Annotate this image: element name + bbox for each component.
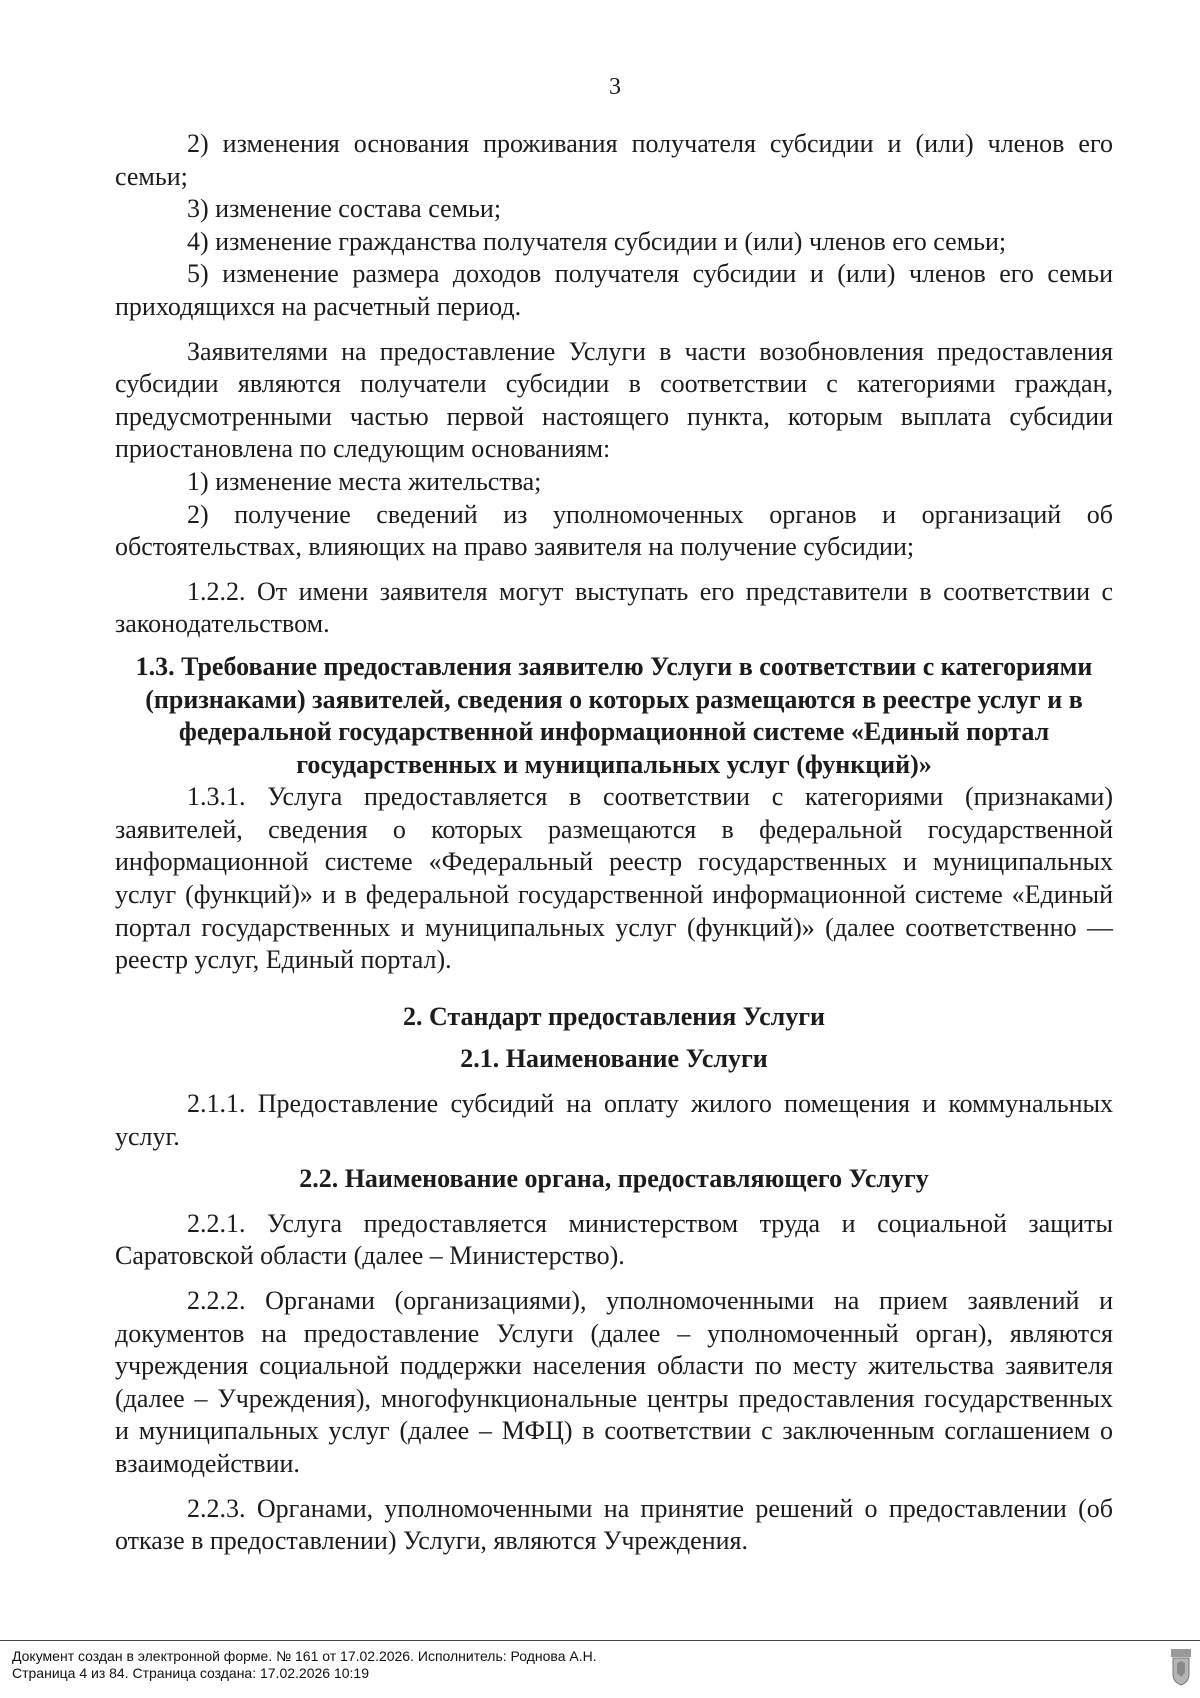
list-item: 2) получение сведений из уполномоченных органов и организаций об обстоятельствах, влияющих на право заявителя на получение субсидии; (115, 499, 1113, 562)
paragraph-2-2-3: 2.2.3. Органами, уполномоченными на принятие решений о предоставлении (об отказе в предоставлении) Услуги, являются Учреждения. (115, 1493, 1113, 1556)
list-item: 5) изменение размера доходов получателя субсидии и (или) членов его семьи приходящихся на расчетный период. (115, 259, 1113, 321)
page-number: 3 (609, 74, 621, 100)
paragraph-1-2-2: 1.2.2. От имени заявителя могут выступать его представители в соответствии с законодательством. (115, 576, 1113, 639)
footer-line-1: Документ создан в электронной форме. № 161 от 17.02.2026. Исполнитель: Роднова А.Н. (12, 1648, 597, 1664)
section-heading-2-1: 2.1. Наименование Услуги (460, 1044, 768, 1074)
paragraph-2-2-2: 2.2.2. Органами (организациями), уполномоченными на прием заявлений и документов на предоставление Услуги (далее – уполномоченный орган), являются учреждения социальной поддержки населения области по месту жительства заявителя (далее – Учреждения), многофункциональные центры предоставления государственных и муниципальных услуг (далее – МФЦ) в соответствии с заключенным соглашением о взаимодействии. (115, 1286, 1113, 1478)
paragraph-1-3-1: 1.3.1. Услуга предоставляется в соответствии с категориями (признаками) заявителей, сведения о которых размещаются в федеральной государственной информационной системе «Федеральный реестр государственных и муниципальных услуг (функций)» и в федеральной государственной информационной системе «Единый портал государственных и муниципальных услуг (функций)» (далее соответственно — реестр услуг, Единый портал). (115, 782, 1113, 975)
section-heading-2: 2. Стандарт предоставления Услуги (402, 1001, 825, 1031)
section-heading-1-3: 1.3. Требование предоставления заявителю Услуги в соответствии с категориями (признаками) заявителей, сведения о которых размещаются в реестре услуг и в федеральной государственной информационной системе «Единый портал государственных и муниципальных услуг (функций)» (135, 651, 1093, 779)
list-item: 2) изменения основания проживания получателя субсидии и (или) членов его семьи; (115, 129, 1113, 191)
coat-of-arms-icon (1170, 1648, 1192, 1686)
footer-line-2: Страница 4 из 84. Страница создана: 17.02.2026 10:19 (12, 1665, 369, 1681)
section-heading-2-2: 2.2. Наименование органа, предоставляющего Услугу (299, 1164, 929, 1194)
footer (12, 1648, 597, 1682)
list-item: 3) изменение состава семьи; (187, 194, 502, 224)
list-item: 1) изменение места жительства; (187, 466, 542, 496)
paragraph-2-1-1: 2.1.1. Предоставление субсидий на оплату жилого помещения и коммунальных услуг. (115, 1089, 1113, 1151)
paragraph: Заявителями на предоставление Услуги в части возобновления предоставления субсидии являются получатели субсидии в соответствии с категориями граждан, предусмотренными частью первой настоящего пункта, которым выплата субсидии приостановлена по следующим основаниям: (115, 336, 1113, 464)
list-item: 4) изменение гражданства получателя субсидии и (или) членов его семьи; (187, 226, 1007, 256)
paragraph-2-2-1: 2.2.1. Услуга предоставляется министерством труда и социальной защиты Саратовской области (далее – Министерство). (115, 1208, 1113, 1271)
document-body (115, 128, 1113, 1558)
footer-divider (0, 1640, 1200, 1641)
